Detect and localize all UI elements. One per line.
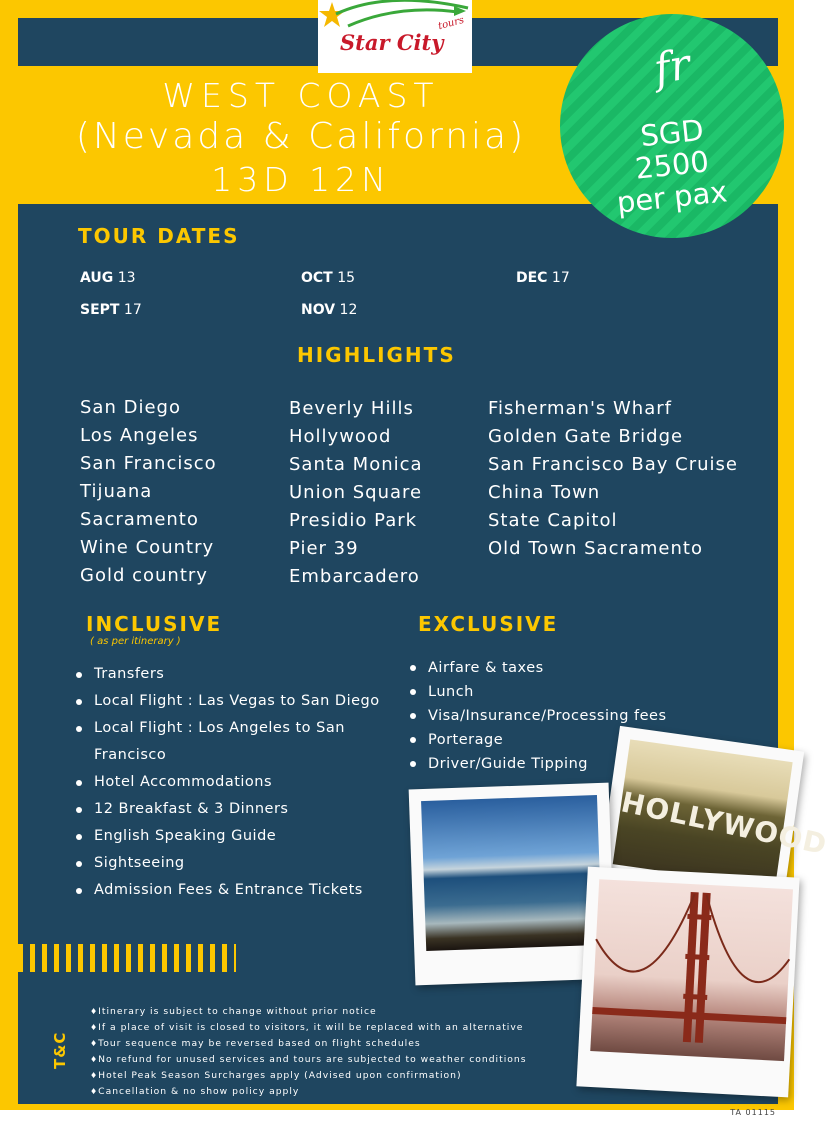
terms-item: ♦ Cancellation & no show policy apply — [90, 1084, 526, 1100]
highlight-item: Fisherman's Wharf — [488, 398, 672, 419]
price-currency: SGD — [638, 112, 706, 154]
golden-gate-photo — [576, 867, 799, 1098]
highlight-item: Sacramento — [80, 509, 199, 530]
highlight-item: Old Town Sacramento — [488, 538, 703, 559]
terms-item: ♦ No refund for unused services and tours are subjected to weather conditions — [90, 1052, 526, 1068]
tour-date: OCT 15 — [301, 270, 356, 286]
price-prefix: fr — [650, 39, 694, 94]
highlight-item: San Francisco Bay Cruise — [488, 454, 738, 475]
inclusive-item: Admission Fees & Entrance Tickets — [76, 877, 386, 904]
tour-date: AUG 13 — [80, 270, 136, 286]
inclusive-item: English Speaking Guide — [76, 823, 386, 850]
price-amount: 2500 — [633, 144, 711, 186]
decorative-stripes — [18, 944, 236, 972]
tour-date: DEC 17 — [516, 270, 570, 286]
page-subtitle: (Nevada & California) — [75, 116, 527, 157]
highlights-heading: HIGHLIGHTS — [297, 343, 456, 367]
inclusive-heading: INCLUSIVE — [86, 612, 223, 636]
highlight-item: Gold country — [80, 565, 208, 586]
inclusive-item: Sightseeing — [76, 850, 386, 877]
tour-date: NOV 12 — [301, 302, 358, 318]
highlight-item: San Diego — [80, 397, 181, 418]
highlight-item: State Capitol — [488, 510, 618, 531]
inclusive-item: Local Flight : Las Vegas to San Diego — [76, 688, 386, 715]
logo-wordmark: Star City — [340, 30, 444, 55]
tour-date: SEPT 17 — [80, 302, 142, 318]
logo-tours: tours — [437, 14, 466, 33]
star-city-logo — [318, 0, 472, 73]
exclusive-item: Lunch — [410, 680, 710, 704]
license-number: TA 01115 — [730, 1108, 776, 1117]
highlight-item: Golden Gate Bridge — [488, 426, 684, 447]
price-badge — [560, 14, 784, 238]
inclusive-list — [76, 661, 386, 904]
highlights-col-2 — [289, 395, 423, 591]
page-title: WEST COAST — [162, 76, 440, 115]
inclusive-item: Transfers — [76, 661, 386, 688]
terms-item: ♦ Hotel Peak Season Surcharges apply (Advised upon confirmation) — [90, 1068, 526, 1084]
highlights-col-1 — [80, 394, 217, 590]
highlight-item: Presidio Park — [289, 510, 418, 531]
highlight-item: San Francisco — [80, 453, 217, 474]
terms-item: ♦ Tour sequence may be reversed based on flight schedules — [90, 1036, 526, 1052]
highlights-col-3 — [488, 395, 738, 563]
highlight-item: Pier 39 — [289, 538, 359, 559]
highlight-item: Union Square — [289, 482, 423, 503]
exclusive-item: Visa/Insurance/Processing fees — [410, 704, 710, 728]
highlight-item: Tijuana — [80, 481, 153, 502]
exclusive-item: Driver/Guide Tipping — [410, 752, 710, 776]
highlight-item: Hollywood — [289, 426, 392, 447]
terms-item: ♦ If a place of visit is closed to visitors, it will be replaced with an alternative — [90, 1020, 526, 1036]
inclusive-item: Hotel Accommodations — [76, 769, 386, 796]
hollywood-sign: HOLLYWOOD — [618, 785, 831, 862]
tour-duration: 13D 12N — [211, 160, 391, 199]
highlight-item: Los Angeles — [80, 425, 199, 446]
inclusive-item: Local Flight : Los Angeles to San Francisco — [76, 715, 386, 769]
highlight-item: Embarcadero — [289, 566, 420, 587]
terms-item: ♦ Itinerary is subject to change without prior notice — [90, 1004, 526, 1020]
inclusive-note: ( as per itinerary ) — [90, 636, 181, 647]
price-unit: per pax — [615, 174, 729, 220]
exclusive-heading: EXCLUSIVE — [418, 612, 559, 636]
highlight-item: Beverly Hills — [289, 398, 414, 419]
highlight-item: Wine Country — [80, 537, 215, 558]
exclusive-item: Porterage — [410, 728, 710, 752]
golden-gate-image — [590, 879, 793, 1061]
highlight-item: Santa Monica — [289, 454, 423, 475]
bridge-icon — [590, 879, 793, 1061]
terms-list — [90, 1004, 526, 1100]
inclusive-item: 12 Breakfast & 3 Dinners — [76, 796, 386, 823]
hollywood-image — [613, 739, 831, 887]
tc-label: T&C — [51, 1031, 69, 1069]
coastline-image — [421, 795, 602, 951]
tour-dates-heading: TOUR DATES — [78, 224, 240, 248]
highlight-item: China Town — [488, 482, 601, 503]
exclusive-item: Airfare & taxes — [410, 656, 710, 680]
